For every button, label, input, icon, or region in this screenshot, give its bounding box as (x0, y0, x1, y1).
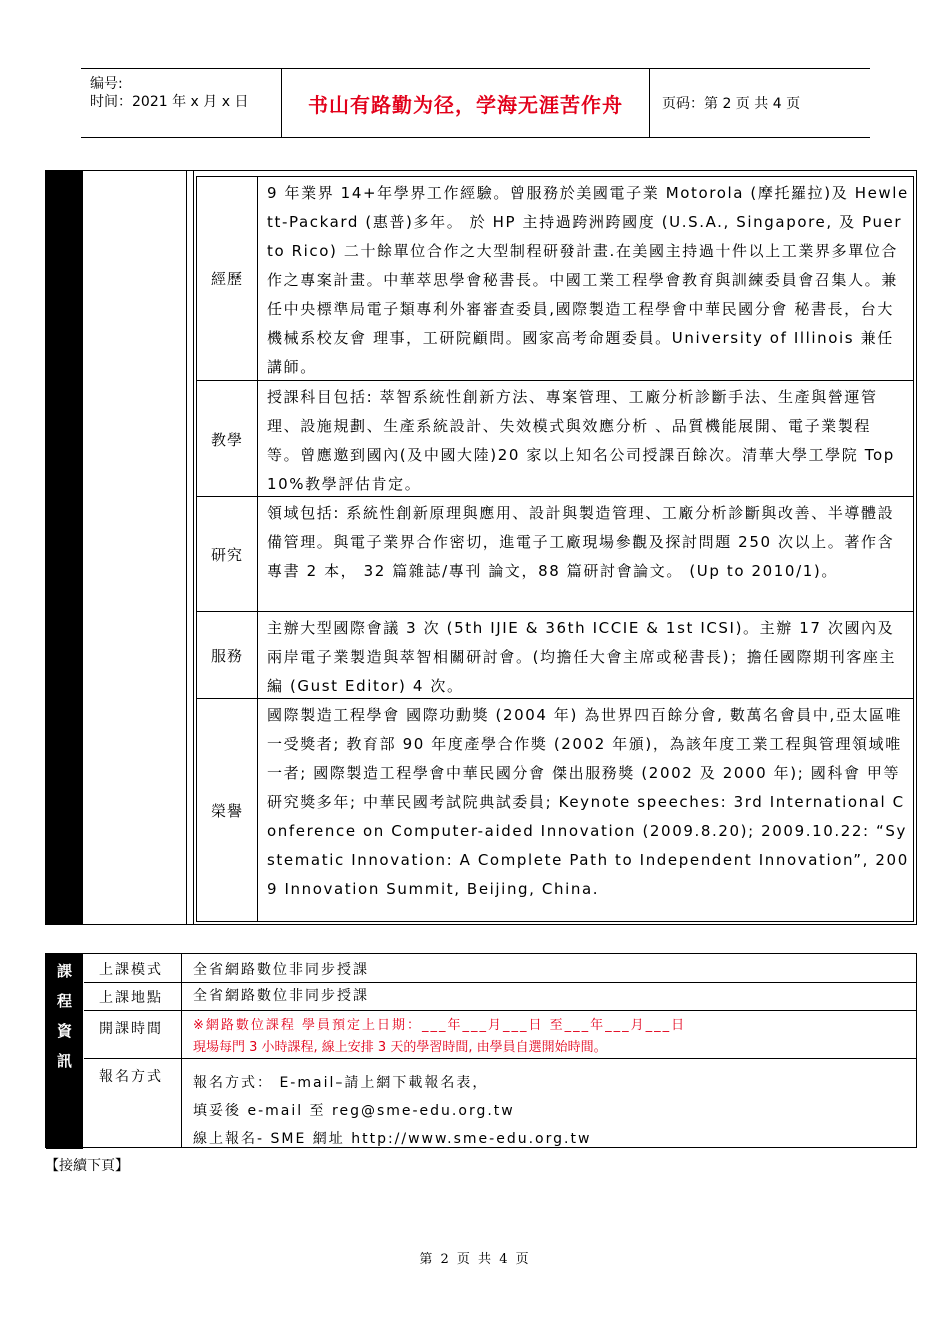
signup-line3: 線上報名- SME 網址 http://www.sme-edu.org.tw (193, 1131, 592, 1147)
bio-row-service (197, 611, 913, 699)
bio-row-text: 領域包括: 系統性創新原理與應用、設計與製造管理、工廠分析診斷與改善、半導體設備管理。與電子業界合作密切，進電子工廠現場參觀及探討問題 250 次以上。著作含專書 2 本， 32 篇雜誌/專刊 論文，88 篇研討會論文。 (Up to 2010/1)。 (267, 504, 895, 580)
bio-row-research (197, 496, 913, 612)
instructor-bio-table (45, 170, 917, 925)
course-info-side-label (46, 954, 83, 1149)
side-char: 課 (56, 962, 72, 980)
document-number: 编号: (90, 76, 123, 92)
bio-row-teaching (197, 380, 913, 497)
header-page-cell (650, 69, 870, 137)
bio-row-honors (197, 698, 913, 922)
page-header (81, 68, 870, 138)
signup-line1: 報名方式： E-mail–請上網下載報名表， (193, 1075, 489, 1091)
bio-detail-box (196, 176, 914, 922)
side-char: 程 (56, 992, 72, 1010)
bio-row-label: 研究 (197, 497, 258, 612)
header-meta-cell (81, 69, 282, 137)
side-char: 資 (56, 1022, 72, 1040)
header-page-info: 页码：第 2 页 共 4 页 (662, 96, 801, 112)
document-time: 时间：2021 年 x 月 x 日 (90, 94, 249, 110)
bio-divider (193, 171, 194, 924)
page-footer: 第 2 页 共 4 页 (419, 1252, 531, 1267)
bio-row-label: 教學 (197, 381, 258, 497)
course-info-row-line (84, 982, 916, 983)
signup-label: 報名方式 (99, 1069, 163, 1085)
bio-row-text: 9 年業界 14+年學界工作經驗。曾服務於美國電子業 Motorola (摩托羅拉)及 Hewlett-Packard (惠普)多年。 於 HP 主持過跨洲跨國度 (U.S.A., Singapore, 及 Puerto Rico) 二十餘單位合作之大型制程研發計畫.在美國主持過十件以上工業界多單位合作之專案計畫。中華萃思學會秘書長。中國工業工程學會教育與訓練委員會召集人。兼任中央標準局電子類專利外審審查委員,國際製造工程學會中華民國分會 秘書長，台大機械系校友會 理事，工研院顧問。國家高考命題委員。University of Illinois 兼任講師。 (267, 184, 909, 376)
time-label: 開課時間 (99, 1021, 163, 1037)
bio-row-text: 授課科目包括: 萃智系統性創新方法、專案管理、工廠分析診斷手法、生產與營運管理、設施規劃、生產系統設計、失效模式與效應分析 、品質機能展開、電子業製程 等。曾應邀到國內(及中國大陸)20 家以上知名公司授課百餘次。清華大學工學院 Top 10%教學評估肯定。 (267, 388, 895, 493)
continue-note: 【接續下頁】 (45, 1158, 129, 1174)
header-motto-cell (282, 69, 650, 137)
course-info-row-line (84, 1010, 916, 1011)
bio-row-experience (197, 177, 913, 380)
bio-row-label: 服務 (197, 612, 258, 699)
bio-row-text: 國際製造工程學會 國際功勳獎 (2004 年) 為世界四百餘分會, 數萬名會員中,亞太區唯一受獎者; 教育部 90 年度產學合作獎 (2002 年頒)，為該年度工業工程與管理領域唯一者; 國際製造工程學會中華民國分會 傑出服務獎 (2002 及 2000 年); 國科會 甲等研究獎多年; 中華民國考試院典試委員; Keynote speeches: 3rd International Conference on Computer-aided Innovation (2009.8.20); 2009.10.22: “Systematic Innovation: A Complete Path to Independent Innovation”, 2009 Innovation Summit, Beijing, China. (267, 706, 909, 898)
bio-row-label: 榮譽 (197, 699, 258, 922)
course-time-line1: ※網路數位課程 學員預定上日期：___年___月___日 至___年___月___日 (193, 1018, 687, 1033)
bio-side-bar (46, 171, 83, 924)
bio-row-label: 經歷 (197, 177, 258, 380)
side-char: 訊 (56, 1052, 72, 1070)
course-info-row-line (84, 1058, 916, 1059)
header-motto: 书山有路勤为径，学海无涯苦作舟 (308, 92, 623, 117)
place-value: 全省網路數位非同步授課 (193, 988, 369, 1004)
mode-label: 上課模式 (99, 962, 163, 978)
signup-line2: 填妥後 e-mail 至 reg@sme-edu.org.tw (193, 1103, 515, 1119)
course-time-line2: 現場每門 3 小時課程, 線上安排 3 天的學習時間, 由學員自選開始時間。 (193, 1040, 607, 1055)
bio-row-text: 主辦大型國際會議 3 次 (5th IJIE & 36th ICCIE & 1st ICSI)。主辦 17 次國內及兩岸電子業製造與萃智相關研討會。(均擔任大會主席或秘書長)；擔任國際期刊客座主編 (Gust Editor) 4 次。 (267, 619, 897, 695)
place-label: 上課地點 (99, 990, 163, 1006)
bio-divider (186, 171, 187, 924)
course-info-table (45, 953, 917, 1148)
mode-value: 全省網路數位非同步授課 (193, 962, 369, 978)
